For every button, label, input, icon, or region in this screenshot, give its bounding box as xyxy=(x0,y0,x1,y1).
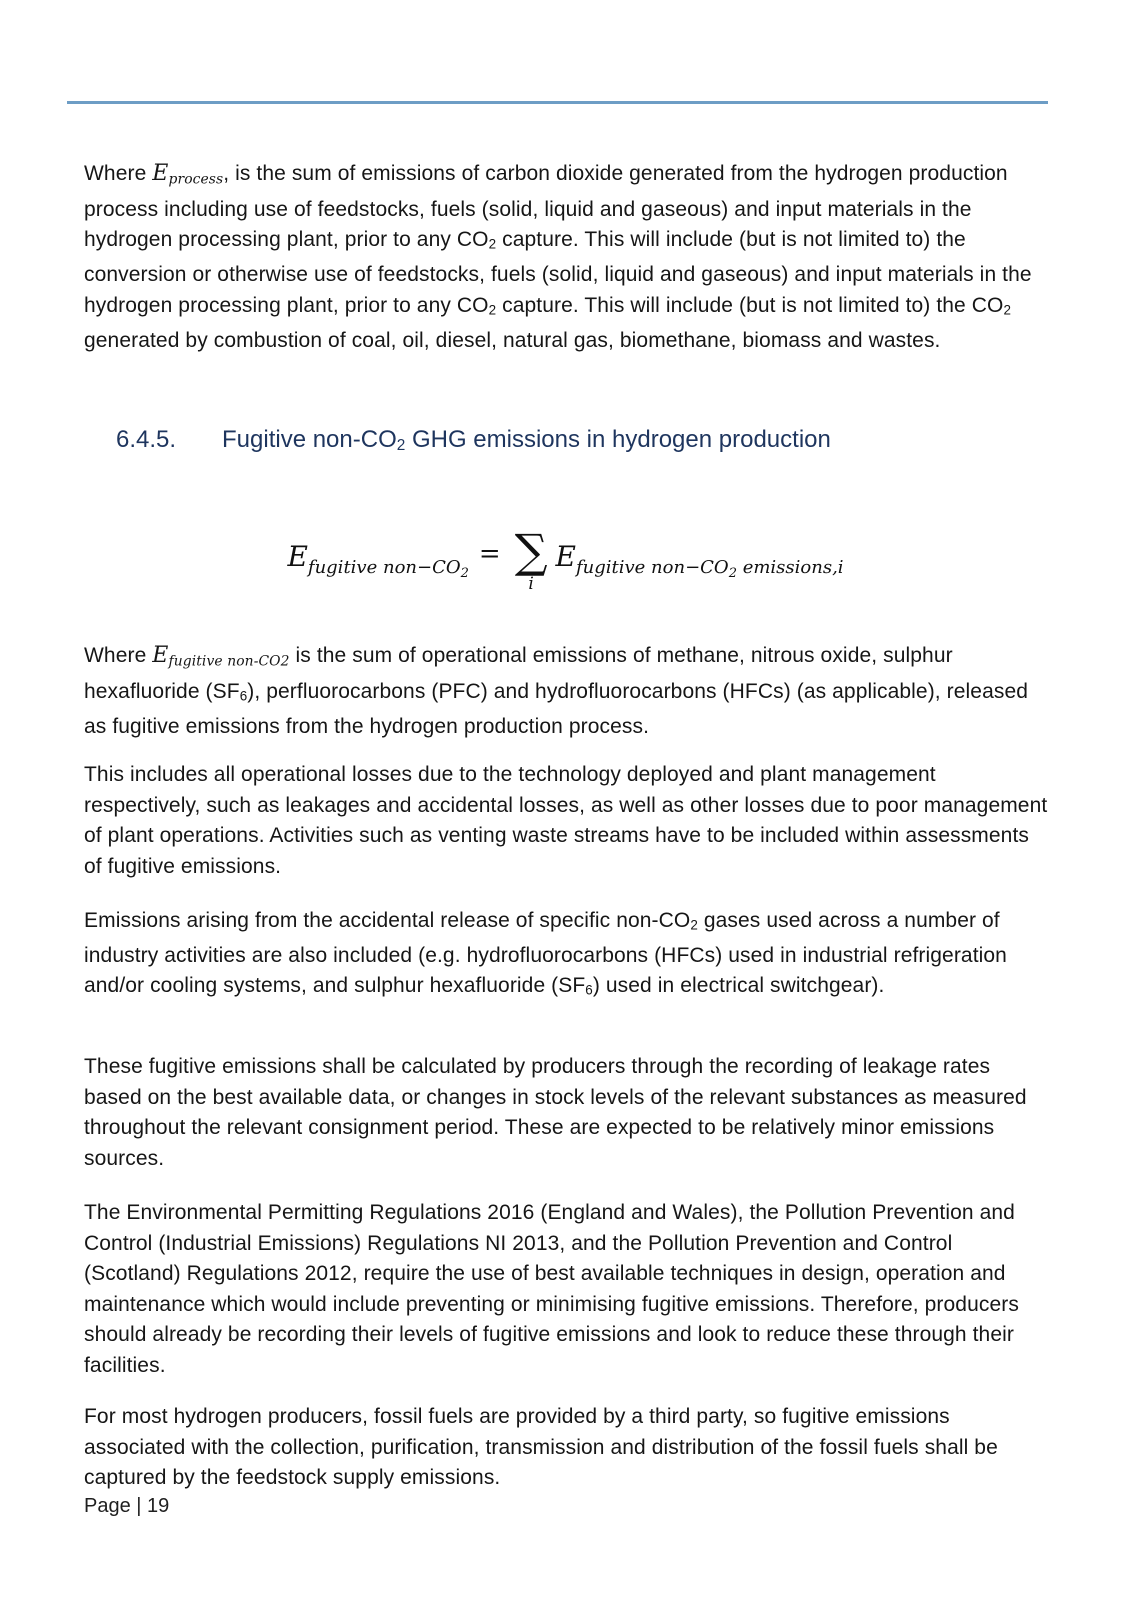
summation-operator xyxy=(514,523,548,594)
text-segment: 2 xyxy=(396,436,406,454)
paragraph-accidental-release xyxy=(84,906,1050,1006)
text-segment: This includes all operational losses due to the technology deployed and plant management respectively, such as leakages and accidental losses, as well as other losses due to poor management of plant operations. Activities such as venting waste streams have to be included within assessments of fugitive emissions. xyxy=(84,763,1048,878)
paragraph-calculation-method xyxy=(84,1052,1050,1174)
text-segment: E xyxy=(152,161,169,186)
header-rule xyxy=(67,101,1048,104)
text-segment: Where xyxy=(84,644,153,667)
math-variable-e: E xyxy=(555,539,576,573)
page-number: Page | 19 xyxy=(84,1495,170,1517)
math-subscript-tail: emissions,i xyxy=(736,556,844,578)
section-title xyxy=(222,426,831,453)
text-segment: For most hydrogen producers, fossil fuels are provided by a third party, so fugitive emissions associated with the collection, purification, transmission and distribution of the fossil fuels shall be captured by the feedstock supply emissions. xyxy=(84,1405,998,1489)
math-subscript-2: 2 xyxy=(728,565,737,581)
text-segment: Emissions arising from the accidental release of specific non-CO xyxy=(84,909,691,932)
text-segment: ) used in electrical switchgear). xyxy=(592,974,885,998)
text-segment: 2 xyxy=(488,302,497,318)
text-segment: Where xyxy=(84,162,153,185)
paragraph-operational-losses xyxy=(84,760,1050,882)
equation-rhs xyxy=(556,540,844,581)
text-segment: gases used across a number of industry activities are also included (e.g. hydrofluorocarbons (HFCs) used in industrial refrigeration and/or cooling systems, and sulphur hexafluoride (SF xyxy=(84,909,1007,998)
text-segment: Fugitive non-CO xyxy=(222,426,397,453)
text-segment: These fugitive emissions shall be calculated by producers through the recording of leakage rates based on the best available data, or changes in stock levels of the relevant substances as measured throughout the relevant consignment period. These are expected to be relatively minor emissions sources. xyxy=(84,1055,1027,1170)
paragraph-where-eprocess xyxy=(84,159,1050,356)
math-subscript xyxy=(575,556,844,581)
text-segment: fugitive non-CO2 xyxy=(168,653,290,670)
math-subscript-2: 2 xyxy=(460,565,469,581)
text-segment: generated by combustion of coal, oil, diesel, natural gas, biomethane, biomass and wastes. xyxy=(84,328,941,352)
text-segment: , is the sum of emissions of carbon dioxide generated from the hydrogen production process including use of feedstocks, fuels (solid, liquid and gaseous) and input materials in the hydrogen processing plant, prior to any CO xyxy=(84,162,1008,252)
text-segment: process xyxy=(168,171,224,188)
text-segment: 2 xyxy=(1003,302,1012,318)
section-number: 6.4.5. xyxy=(116,426,177,453)
text-segment: E xyxy=(152,643,169,668)
text-segment: The Environmental Permitting Regulations 2016 (England and Wales), the Pollution Prevention and Control (Industrial Emissions) Regulations NI 2013, and the Pollution Prevention and Control (Scotland) Regulations 2012, require the use of best available techniques in design, operation and maintenance which would include preventing or minimising fugitive emissions. Therefore, producers should already be recording their levels of fugitive emissions and look to reduce these through their facilities. xyxy=(84,1201,1019,1377)
equation-fugitive-nonco2 xyxy=(0,512,1131,608)
math-subscript-text: fugitive non−CO xyxy=(575,556,729,578)
sigma-symbol: ∑ xyxy=(514,523,548,578)
text-segment: capture. This will include (but is not limited to) the conversion or otherwise use of feedstocks, fuels (solid, liquid and gaseous) and input materials in the hydrogen processing plant, prior to any CO xyxy=(84,228,1032,317)
equation-lhs xyxy=(287,540,468,581)
text-segment: capture. This will include (but is not limited to) the CO xyxy=(496,293,1004,317)
text-segment: ), perfluorocarbons (PFC) and hydrofluorocarbons (HFCs) (as applicable), released as fugitive emissions from the hydrogen production process. xyxy=(84,679,1029,738)
text-segment: 2 xyxy=(488,236,497,252)
paragraph-third-party-fuels xyxy=(84,1402,1050,1494)
text-segment: is the sum of operational emissions of methane, nitrous oxide, sulphur hexafluoride (SF xyxy=(84,644,953,703)
paragraph-where-efugitive xyxy=(84,641,1050,742)
equals-sign: = xyxy=(478,539,501,569)
paragraph-regulations xyxy=(84,1198,1050,1381)
section-heading xyxy=(84,426,1050,455)
summation-index: i xyxy=(528,573,534,594)
math-subscript-text: fugitive non−CO xyxy=(307,556,461,578)
text-segment: 2 xyxy=(690,917,698,933)
text-segment: GHG emissions in hydrogen production xyxy=(405,426,831,453)
math-variable-e: E xyxy=(287,539,308,573)
text-segment: 6 xyxy=(239,688,248,704)
math-subscript xyxy=(307,556,469,581)
text-segment: 6 xyxy=(585,982,593,998)
